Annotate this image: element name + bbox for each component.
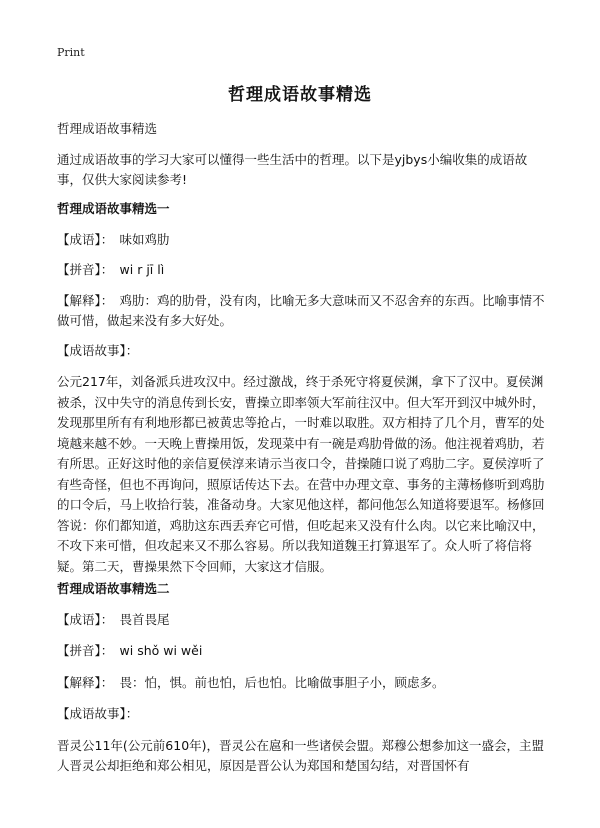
- story-paragraph: 公元217年，刘备派兵进攻汉中。经过激战，终于杀死守将夏侯渊，拿下了汉中。夏侯渊被杀，汉中失守的消息传到长安，曹操立即率领大军前往汉中。但大军开到汉中城外时，发现那里所有有利地形都已被黄忠等抢占，一时难以取胜。双方相持了几个月，曹军的处境越来越不妙。一天晚上曹操用饭，发现菜中有一碗是鸡肋骨做的汤。他注视着鸡肋，若有所思。正好这时他的亲信夏侯淳来请示当夜口令，昔操随口说了鸡肋二字。夏侯淳听了有些奇怪，但也不再询问，照原话传达下去。在营中办理文章、事务的主薄杨修听到鸡肋的口令后，马上收拾行装，准备动身。大家见他这样，都问他怎么知道将要退军。杨修回答说：你们都知道，鸡肋这东西丢弃它可惜，但吃起来又没有什么肉。以它来比喻汉中，不攻下来可惜，但攻起来又不那么容易。所以我知道魏王打算退军了。众人听了将信将疑。第二天，曹操果然下令回师，大家这才信服。: [57, 374, 545, 574]
- explain-label: 【解释】：: [57, 293, 108, 308]
- pinyin-label: 【拼音】：: [57, 262, 108, 277]
- section-heading: 哲理成语故事精选一: [57, 201, 170, 216]
- idiom-label: 【成语】：: [57, 612, 108, 627]
- idiom-line: [57, 230, 549, 250]
- explain-line: [57, 673, 549, 693]
- pinyin-value: wi r jī lì: [119, 262, 165, 277]
- explain-value: 畏：怕，惧。前也怕，后也怕。比喻做事胆子小，顾虑多。: [119, 675, 445, 690]
- explain-label: 【解释】：: [57, 675, 108, 690]
- idiom-value: 味如鸡肋: [119, 232, 170, 247]
- pinyin-line: [57, 641, 549, 661]
- pinyin-line: [57, 260, 549, 280]
- idiom-value: 畏首畏尾: [119, 612, 170, 627]
- idiom-line: [57, 610, 549, 630]
- document-subtitle: 哲理成语故事精选: [57, 121, 158, 136]
- explain-line: [57, 291, 549, 331]
- idiom-label: 【成语】：: [57, 232, 108, 247]
- pinyin-label: 【拼音】：: [57, 643, 108, 658]
- section-heading: 哲理成语故事精选二: [57, 581, 170, 596]
- intro-paragraph: 通过成语故事的学习大家可以懂得一些生活中的哲理。以下是yjbys小编收集的成语故事，仅供大家阅读参考!: [57, 152, 528, 187]
- print-link[interactable]: Print: [57, 46, 85, 59]
- pinyin-value: wi shǒ wi wěi: [119, 643, 203, 658]
- story-label: 【成语故事】：: [57, 706, 139, 721]
- document-title: 哲理成语故事精选: [228, 85, 372, 105]
- story-label: 【成语故事】：: [57, 343, 139, 358]
- story-paragraph: 晋灵公11年(公元前610年)，晋灵公在扈和一些诸侯会盟。郑穆公想参加这一盛会，主盟人晋灵公却拒绝和郑公相见，原因是晋公认为郑国和楚国勾结，对晋国怀有: [57, 738, 545, 773]
- explain-value: 鸡肋：鸡的肋骨，没有肉，比喻无多大意味而又不忍舍弃的东西。比喻事情不做可惜，做起来没有多大好处。: [57, 293, 545, 328]
